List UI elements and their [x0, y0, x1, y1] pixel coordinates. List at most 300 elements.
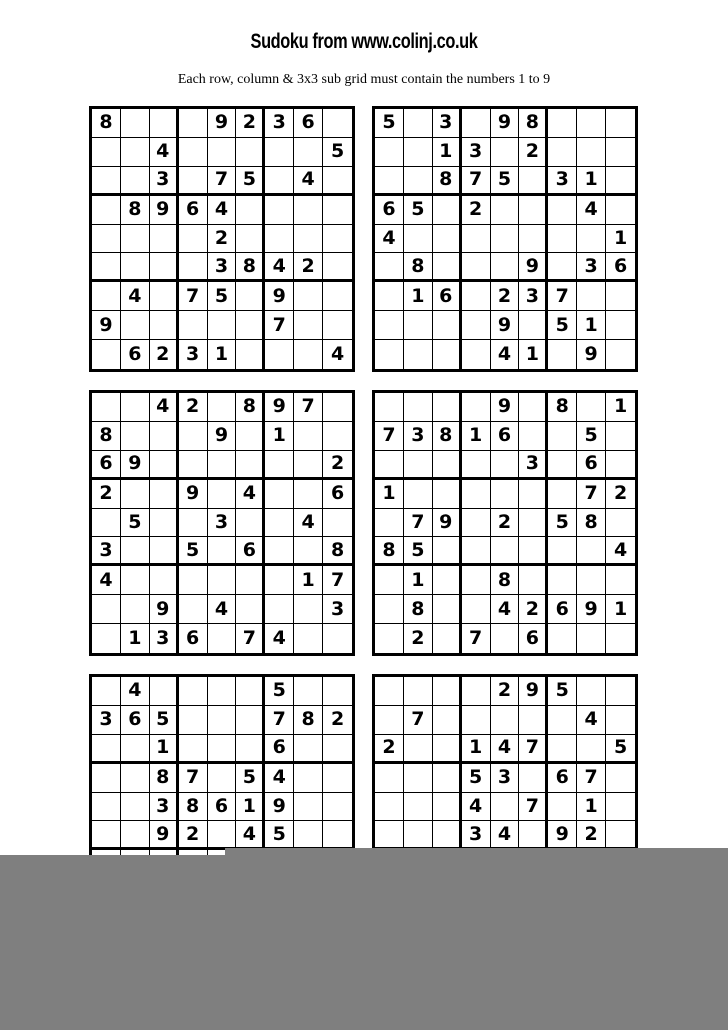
- sudoku-cell: [294, 311, 323, 340]
- sudoku-cell: 4: [265, 253, 294, 282]
- sudoku-cell: [375, 677, 404, 706]
- sudoku-cell: 7: [519, 793, 548, 822]
- sudoku-cell: 4: [236, 821, 265, 850]
- sudoku-cell: 7: [265, 706, 294, 735]
- sudoku-cell: 8: [323, 537, 352, 566]
- sudoku-cell: [323, 677, 352, 706]
- sudoku-cell: [462, 109, 491, 138]
- sudoku-cell: 9: [265, 393, 294, 422]
- sudoku-cell: [236, 196, 265, 225]
- sudoku-cell: 2: [491, 509, 520, 538]
- sudoku-cell: [323, 282, 352, 311]
- sudoku-cell: [294, 677, 323, 706]
- sudoku-cell: [491, 451, 520, 480]
- sudoku-cell: [294, 537, 323, 566]
- sudoku-cell: 6: [236, 537, 265, 566]
- sudoku-cell: 9: [491, 393, 520, 422]
- sudoku-cell: [92, 225, 121, 254]
- sudoku-cell: [548, 566, 577, 595]
- sudoku-cell: [577, 225, 606, 254]
- sudoku-cell: [294, 196, 323, 225]
- sudoku-cell: [92, 167, 121, 196]
- sudoku-cell: 7: [404, 509, 433, 538]
- sudoku-cell: [491, 480, 520, 509]
- sudoku-cell: [462, 282, 491, 311]
- sudoku-cell: 1: [404, 566, 433, 595]
- sudoku-cell: 4: [121, 677, 150, 706]
- sudoku-cell: [433, 225, 462, 254]
- sudoku-cell: [577, 624, 606, 653]
- sudoku-cell: 1: [606, 393, 635, 422]
- sudoku-cell: [404, 225, 433, 254]
- sudoku-cell: [375, 393, 404, 422]
- sudoku-cell: 8: [92, 109, 121, 138]
- page-title: Sudoku from www.colinj.co.uk: [250, 30, 478, 53]
- sudoku-cell: [519, 764, 548, 793]
- sudoku-cell: 6: [121, 706, 150, 735]
- sudoku-cell: [150, 509, 179, 538]
- sudoku-cell: 5: [548, 311, 577, 340]
- sudoku-cell: [404, 677, 433, 706]
- sudoku-cell: [323, 225, 352, 254]
- sudoku-cell: [433, 393, 462, 422]
- sudoku-cell: [404, 480, 433, 509]
- sudoku-cell: [433, 340, 462, 369]
- sudoku-cell: [92, 393, 121, 422]
- sudoku-cell: [519, 537, 548, 566]
- sudoku-cell: [121, 735, 150, 764]
- sudoku-cell: 8: [179, 793, 208, 822]
- sudoku-cell: [577, 282, 606, 311]
- sudoku-cell: [236, 595, 265, 624]
- sudoku-cell: 1: [606, 225, 635, 254]
- sudoku-cell: [491, 537, 520, 566]
- sudoku-cell: 9: [519, 677, 548, 706]
- sudoku-cell: [121, 311, 150, 340]
- sudoku-cell: 9: [577, 595, 606, 624]
- sudoku-cell: 8: [236, 253, 265, 282]
- sudoku-cell: 9: [491, 109, 520, 138]
- sudoku-cell: 1: [375, 480, 404, 509]
- sudoku-cell: 4: [491, 340, 520, 369]
- sudoku-cell: [92, 764, 121, 793]
- sudoku-cell: 2: [491, 282, 520, 311]
- sudoku-cell: [548, 735, 577, 764]
- sudoku-cell: [323, 196, 352, 225]
- sudoku-cell: [179, 451, 208, 480]
- sudoku-cell: [548, 706, 577, 735]
- sudoku-cell: 5: [548, 677, 577, 706]
- sudoku-cell: 5: [208, 282, 237, 311]
- sudoku-cell: [92, 253, 121, 282]
- sudoku-cell: 8: [404, 595, 433, 624]
- sudoku-cell: [375, 624, 404, 653]
- sudoku-cell: [265, 196, 294, 225]
- sudoku-cell: [294, 340, 323, 369]
- sudoku-cell: 2: [606, 480, 635, 509]
- sudoku-cell: [462, 480, 491, 509]
- sudoku-cell: 5: [375, 109, 404, 138]
- sudoku-cell: 7: [179, 282, 208, 311]
- sudoku-cell: [92, 138, 121, 167]
- sudoku-cell: 1: [265, 422, 294, 451]
- sudoku-cell: [150, 109, 179, 138]
- sudoku-cell: 7: [323, 566, 352, 595]
- sudoku-cell: 6: [491, 422, 520, 451]
- sudoku-cell: [236, 311, 265, 340]
- sudoku-cell: [323, 393, 352, 422]
- sudoku-cell: [236, 566, 265, 595]
- sudoku-cell: [404, 340, 433, 369]
- sudoku-cell: 3: [150, 624, 179, 653]
- sudoku-cell: [323, 793, 352, 822]
- sudoku-cell: 4: [208, 595, 237, 624]
- sudoku-cell: 6: [92, 451, 121, 480]
- sudoku-cell: [433, 764, 462, 793]
- sudoku-cell: 6: [121, 340, 150, 369]
- gray-overlay: [0, 855, 728, 1030]
- sudoku-cell: 4: [236, 480, 265, 509]
- sudoku-cell: [92, 509, 121, 538]
- sudoku-cell: [548, 253, 577, 282]
- sudoku-cell: 1: [433, 138, 462, 167]
- sudoku-cell: [150, 537, 179, 566]
- sudoku-cell: [519, 706, 548, 735]
- sudoku-cell: 2: [577, 821, 606, 850]
- sudoku-cell: 2: [404, 624, 433, 653]
- sudoku-cell: 1: [150, 735, 179, 764]
- sudoku-cell: [150, 282, 179, 311]
- sudoku-cell: 6: [179, 196, 208, 225]
- sudoku-cell: [606, 167, 635, 196]
- sudoku-cell: 7: [548, 282, 577, 311]
- sudoku-cell: [404, 393, 433, 422]
- sudoku-cell: 6: [208, 793, 237, 822]
- sudoku-cell: 3: [208, 253, 237, 282]
- sudoku-cell: [491, 138, 520, 167]
- sudoku-cell: 4: [265, 624, 294, 653]
- sudoku-cell: 7: [519, 735, 548, 764]
- sudoku-cell: [433, 196, 462, 225]
- sudoku-cell: 1: [462, 422, 491, 451]
- sudoku-cell: 5: [179, 537, 208, 566]
- sudoku-cell: [92, 677, 121, 706]
- sudoku-cell: 4: [375, 225, 404, 254]
- sudoku-cell: [208, 706, 237, 735]
- sudoku-cell: [121, 764, 150, 793]
- sudoku-cell: [519, 167, 548, 196]
- sudoku-cell: [150, 677, 179, 706]
- sudoku-cell: [491, 196, 520, 225]
- sudoku-cell: [519, 311, 548, 340]
- sudoku-cell: [491, 624, 520, 653]
- sudoku-cell: [577, 677, 606, 706]
- sudoku-cell: 7: [404, 706, 433, 735]
- sudoku-cell: 9: [265, 282, 294, 311]
- sudoku-cell: [375, 595, 404, 624]
- sudoku-cell: [548, 451, 577, 480]
- sudoku-cell: [548, 793, 577, 822]
- sudoku-cell: [375, 253, 404, 282]
- sudoku-cell: 7: [179, 764, 208, 793]
- sudoku-cell: 8: [236, 393, 265, 422]
- sudoku-cell: [577, 566, 606, 595]
- sudoku-cell: [462, 340, 491, 369]
- sudoku-cell: [375, 167, 404, 196]
- sudoku-cell: 9: [150, 821, 179, 850]
- sudoku-cell: 4: [577, 196, 606, 225]
- sudoku-cell: [606, 451, 635, 480]
- sudoku-cell: [548, 537, 577, 566]
- sudoku-cell: [404, 109, 433, 138]
- sudoku-cell: [179, 735, 208, 764]
- sudoku-cell: [265, 566, 294, 595]
- sudoku-cell: 7: [462, 167, 491, 196]
- sudoku-cell: 5: [548, 509, 577, 538]
- sudoku-cell: [606, 793, 635, 822]
- sudoku-cell: 9: [208, 109, 237, 138]
- sudoku-cell: 1: [236, 793, 265, 822]
- sudoku-cell: 3: [491, 764, 520, 793]
- sudoku-cell: [462, 509, 491, 538]
- sudoku-cell: [236, 225, 265, 254]
- sudoku-cell: 2: [179, 393, 208, 422]
- sudoku-cell: 5: [150, 706, 179, 735]
- sudoku-cell: [150, 566, 179, 595]
- sudoku-cell: [92, 793, 121, 822]
- sudoku-cell: 5: [265, 677, 294, 706]
- sudoku-cell: [577, 138, 606, 167]
- sudoku-cell: [433, 480, 462, 509]
- sudoku-cell: [433, 595, 462, 624]
- sudoku-cell: [323, 821, 352, 850]
- sudoku-cell: [606, 282, 635, 311]
- sudoku-cell: [548, 138, 577, 167]
- sudoku-cell: [92, 196, 121, 225]
- sudoku-cell: [375, 451, 404, 480]
- sudoku-cell: 7: [236, 624, 265, 653]
- sudoku-cell: 2: [491, 677, 520, 706]
- sudoku-cell: [121, 393, 150, 422]
- sudoku-cell: 4: [265, 764, 294, 793]
- sudoku-cell: [294, 451, 323, 480]
- sudoku-cell: [236, 340, 265, 369]
- sudoku-cell: 3: [265, 109, 294, 138]
- sudoku-cell: [375, 311, 404, 340]
- sudoku-cell: [433, 735, 462, 764]
- sudoku-cell: 7: [265, 311, 294, 340]
- sudoku-cell: 8: [548, 393, 577, 422]
- sudoku-cell: [577, 393, 606, 422]
- sudoku-cell: 9: [548, 821, 577, 850]
- sudoku-cell: [323, 167, 352, 196]
- sudoku-cell: 8: [92, 422, 121, 451]
- sudoku-cell: [375, 793, 404, 822]
- sudoku-cell: [121, 109, 150, 138]
- sudoku-cell: 1: [462, 735, 491, 764]
- sudoku-cell: [208, 677, 237, 706]
- sudoku-cell: 8: [577, 509, 606, 538]
- sudoku-cell: 4: [491, 595, 520, 624]
- sudoku-cell: [577, 735, 606, 764]
- sudoku-cell: [323, 311, 352, 340]
- sudoku-cell: 3: [323, 595, 352, 624]
- sudoku-cell: [519, 566, 548, 595]
- sudoku-cell: [577, 537, 606, 566]
- sudoku-cell: [208, 393, 237, 422]
- sudoku-cell: [433, 821, 462, 850]
- sudoku-cell: 6: [179, 624, 208, 653]
- sudoku-cell: [179, 706, 208, 735]
- sudoku-cell: [121, 225, 150, 254]
- sudoku-cell: 3: [462, 138, 491, 167]
- sudoku-cell: 8: [433, 422, 462, 451]
- sudoku-cell: 2: [323, 706, 352, 735]
- sudoku-cell: 8: [433, 167, 462, 196]
- sudoku-cell: 5: [404, 196, 433, 225]
- sudoku-cell: 8: [375, 537, 404, 566]
- sudoku-cell: [462, 311, 491, 340]
- sudoku-cell: 4: [294, 509, 323, 538]
- sudoku-cell: [265, 138, 294, 167]
- sudoku-cell: 8: [121, 196, 150, 225]
- sudoku-cell: 7: [375, 422, 404, 451]
- sudoku-cell: 7: [208, 167, 237, 196]
- sudoku-cell: [462, 451, 491, 480]
- sudoku-cell: [548, 225, 577, 254]
- sudoku-cell: [265, 480, 294, 509]
- sudoku-cell: [606, 624, 635, 653]
- sudoku-cell: 3: [150, 167, 179, 196]
- sudoku-cell: [121, 793, 150, 822]
- sudoku-cell: [179, 509, 208, 538]
- sudoku-cell: [462, 253, 491, 282]
- sudoku-cell: 6: [519, 624, 548, 653]
- sudoku-cell: [548, 196, 577, 225]
- sudoku-cell: 1: [577, 311, 606, 340]
- sudoku-cell: 9: [265, 793, 294, 822]
- sudoku-cell: 5: [462, 764, 491, 793]
- sudoku-cell: [606, 821, 635, 850]
- sudoku-cell: [208, 566, 237, 595]
- sudoku-cell: [606, 109, 635, 138]
- sudoku-cell: 3: [404, 422, 433, 451]
- sudoku-cell: 2: [92, 480, 121, 509]
- sudoku-cell: [294, 422, 323, 451]
- sudoku-cell: 4: [150, 138, 179, 167]
- sudoku-cell: [491, 793, 520, 822]
- sudoku-cell: [208, 537, 237, 566]
- sudoku-cell: [491, 253, 520, 282]
- sudoku-cell: [606, 340, 635, 369]
- sudoku-cell: 1: [404, 282, 433, 311]
- sudoku-cell: 1: [208, 340, 237, 369]
- sudoku-cell: [323, 624, 352, 653]
- sudoku-cell: 9: [92, 311, 121, 340]
- sudoku-cell: 2: [208, 225, 237, 254]
- sudoku-cell: 7: [577, 480, 606, 509]
- sudoku-cell: [265, 509, 294, 538]
- sudoku-cell: [121, 595, 150, 624]
- sudoku-cell: [606, 138, 635, 167]
- sudoku-cell: [265, 595, 294, 624]
- sudoku-cell: [375, 509, 404, 538]
- sudoku-cell: 4: [208, 196, 237, 225]
- sudoku-cell: [433, 566, 462, 595]
- sudoku-cell: 2: [375, 735, 404, 764]
- sudoku-cell: [375, 706, 404, 735]
- sudoku-cell: [404, 311, 433, 340]
- sudoku-cell: [236, 706, 265, 735]
- sudoku-cell: [519, 480, 548, 509]
- sudoku-cell: [294, 480, 323, 509]
- sudoku-cell: [519, 509, 548, 538]
- sudoku-cell: [491, 706, 520, 735]
- sudoku-cell: [404, 138, 433, 167]
- sudoku-cell: 7: [577, 764, 606, 793]
- sudoku-cell: 3: [519, 282, 548, 311]
- sudoku-cell: [462, 566, 491, 595]
- sudoku-cell: 3: [462, 821, 491, 850]
- sudoku-cell: [548, 624, 577, 653]
- sudoku-cell: [236, 735, 265, 764]
- sudoku-cell: [121, 480, 150, 509]
- sudoku-cell: [208, 821, 237, 850]
- sudoku-cell: [404, 764, 433, 793]
- puzzle-2: [372, 106, 638, 372]
- sudoku-cell: [92, 595, 121, 624]
- sudoku-cell: [433, 706, 462, 735]
- sudoku-cell: [265, 537, 294, 566]
- sudoku-cell: 6: [433, 282, 462, 311]
- sudoku-cell: 5: [236, 764, 265, 793]
- sudoku-cell: [92, 735, 121, 764]
- sudoku-cell: [179, 138, 208, 167]
- sudoku-cell: 4: [121, 282, 150, 311]
- sudoku-cell: [294, 793, 323, 822]
- sudoku-cell: [208, 480, 237, 509]
- sudoku-cell: [150, 253, 179, 282]
- sudoku-cell: [606, 706, 635, 735]
- sudoku-cell: [462, 595, 491, 624]
- sudoku-cell: 8: [150, 764, 179, 793]
- sudoku-cell: 4: [606, 537, 635, 566]
- sudoku-cell: [606, 422, 635, 451]
- sudoku-cell: [179, 311, 208, 340]
- sudoku-cell: [150, 311, 179, 340]
- sudoku-cell: 5: [265, 821, 294, 850]
- sudoku-cell: 9: [208, 422, 237, 451]
- sudoku-cell: [179, 225, 208, 254]
- sudoku-cell: 5: [606, 735, 635, 764]
- sudoku-cell: [375, 340, 404, 369]
- sudoku-cell: [519, 225, 548, 254]
- sudoku-cell: [462, 537, 491, 566]
- sudoku-cell: 9: [519, 253, 548, 282]
- sudoku-cell: [294, 764, 323, 793]
- sudoku-cell: 7: [294, 393, 323, 422]
- sudoku-cell: [606, 509, 635, 538]
- sudoku-cell: 3: [92, 706, 121, 735]
- sudoku-cell: [92, 282, 121, 311]
- sudoku-cell: [208, 451, 237, 480]
- sudoku-cell: 2: [462, 196, 491, 225]
- sudoku-cell: [404, 167, 433, 196]
- sudoku-cell: [265, 451, 294, 480]
- sudoku-cell: 1: [577, 167, 606, 196]
- sudoku-cell: [208, 138, 237, 167]
- sudoku-cell: [323, 109, 352, 138]
